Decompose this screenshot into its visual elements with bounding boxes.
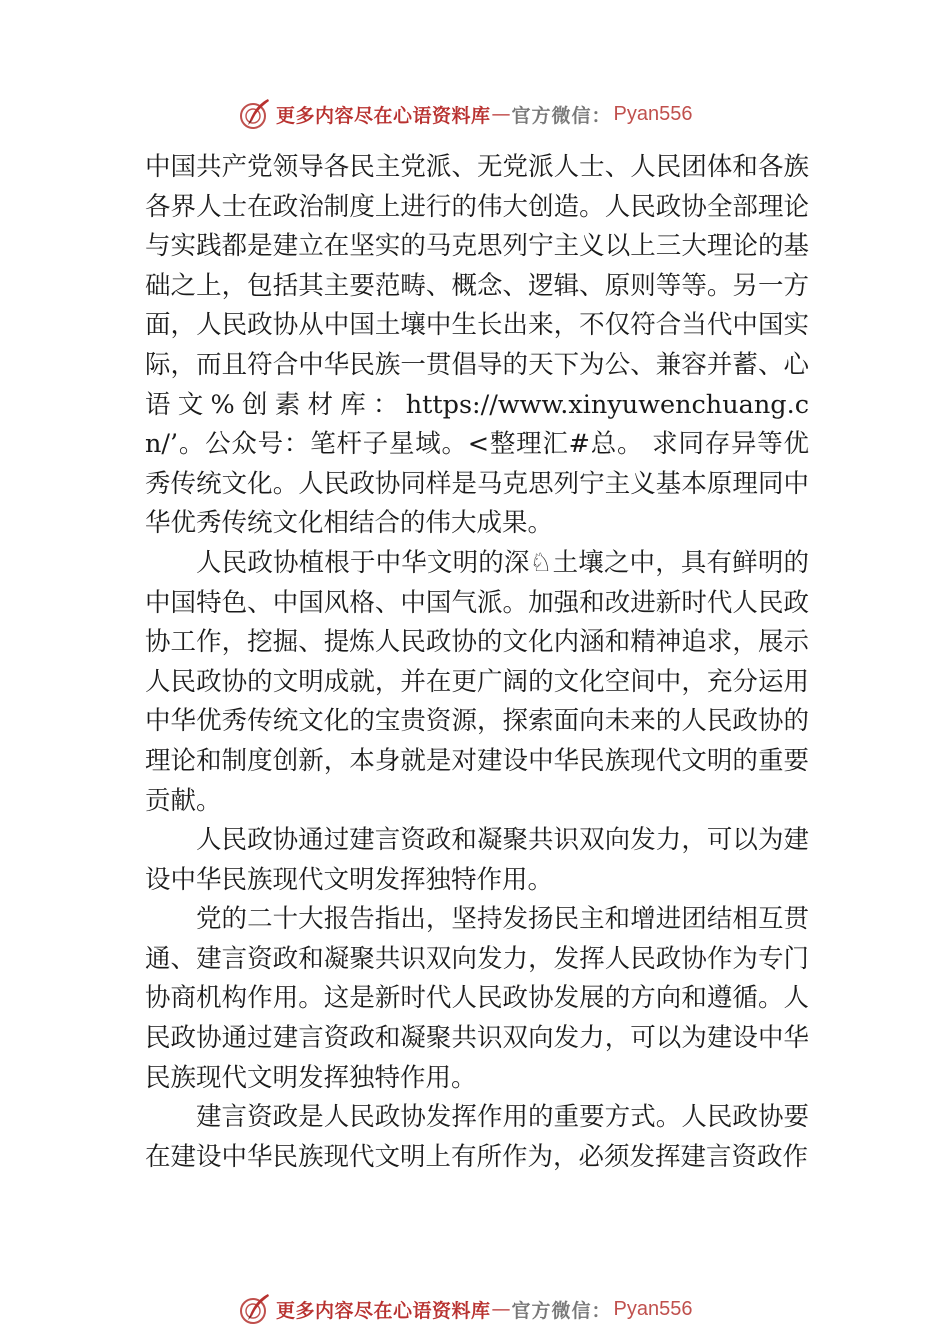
header-banner <box>238 96 693 132</box>
banner-wechat-label: 官方微信： <box>511 1299 612 1322</box>
banner-dash: — <box>491 1298 511 1320</box>
banner-wechat-id: Pyan556 <box>613 1297 693 1320</box>
paragraph-2: 人民政协植根于中华文明的深♘土壤之中，具有鲜明的中国特色、中国风格、中国气派。加强和改进新时代人民政协工作，挖掘、提炼人民政协的文化内涵和精神追求，展示人民政协的文明成就，并在更广阔的文化空间中，充分运用中华优秀传统文化的宝贵资源，探索面向未来的人民政协的理论和制度创新，本身就是对建设中华民族现代文明的重要贡献。 <box>145 547 809 816</box>
banner-tagline: 更多内容尽在心语资料库 <box>276 104 491 127</box>
banner-wechat-label: 官方微信： <box>511 104 612 127</box>
paragraph-5: 建言资政是人民政协发挥作用的重要方式。人民政协要在建设中华民族现代文明上有所作为，必须发挥建言资政作 <box>145 1102 809 1172</box>
paragraph-4: 党的二十大报告指出，坚持发扬民主和增进团结相互贯通、建言资政和凝聚共识双向发力，发挥人民政协作为专门协商机构作用。这是新时代人民政协发展的方向和遵循。人民政协通过建言资政和凝聚共识双向发力，可以为建设中华民族现代文明发挥独特作用。 <box>145 904 809 1093</box>
banner-dash: — <box>491 103 511 125</box>
paragraph-1: 中国共产党领导各民主党派、无党派人士、人民团体和各族各界人士在政治制度上进行的伟大创造。人民政协全部理论与实践都是建立在坚实的马克思列宁主义以上三大理论的基础之上，包括其主要范畴、概念、逻辑、原则等等。另一方面，人民政协从中国土壤中生长出来，不仅符合当代中国实际，而且符合中华民族一贯倡导的天下为公、兼容并蓄、心语文%创素材库：https://www.xinyuwenchuang.cn/’。公众号：笔杆子星域。<整理汇#总。 求同存异等优秀传统文化。人民政协同样是马克思列宁主义基本原理同中华优秀传统文化相结合的伟大成果。 <box>145 152 809 539</box>
quill-pen-seal-icon <box>238 1292 272 1326</box>
quill-pen-seal-icon <box>238 97 272 131</box>
footer-banner <box>238 1291 693 1327</box>
paragraph-3: 人民政协通过建言资政和凝聚共识双向发力，可以为建设中华民族现代文明发挥独特作用。 <box>145 825 809 895</box>
banner-wechat-id: Pyan556 <box>613 102 693 125</box>
banner-tagline: 更多内容尽在心语资料库 <box>276 1299 491 1322</box>
document-body <box>145 148 809 1177</box>
